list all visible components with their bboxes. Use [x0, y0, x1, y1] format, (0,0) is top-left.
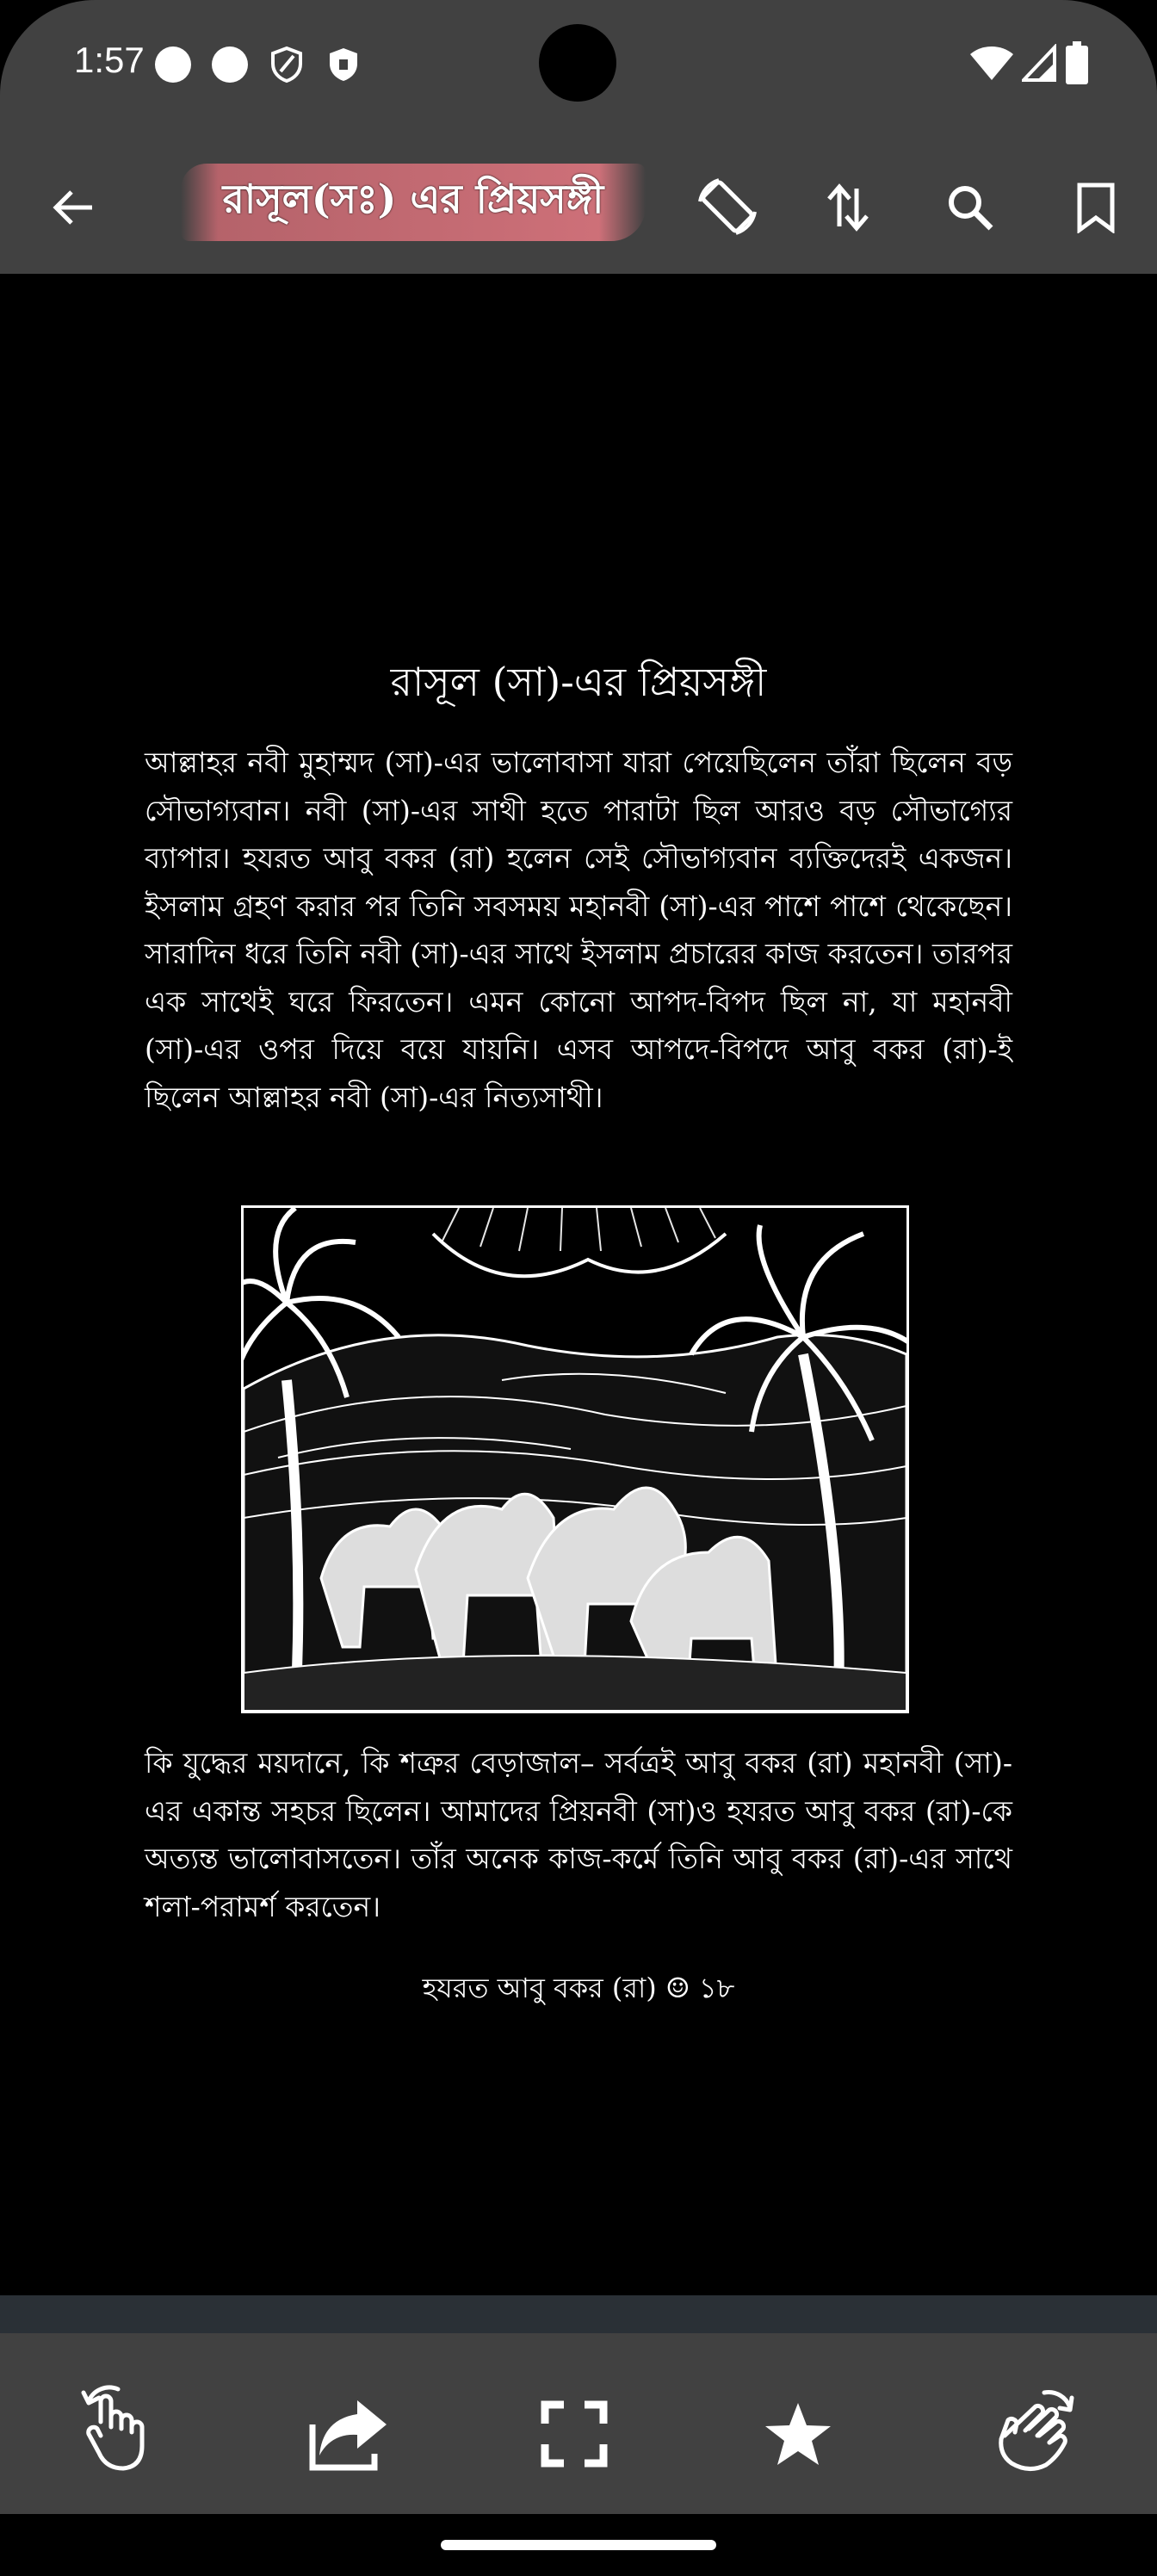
status-bar [0, 0, 1157, 131]
bookmark-icon[interactable] [1057, 169, 1135, 246]
fullscreen-icon[interactable] [527, 2387, 622, 2481]
shield-filled-icon [322, 43, 365, 86]
notification-dot-icon [212, 46, 248, 83]
battery-icon [1064, 40, 1090, 86]
status-time: 1:57 [74, 40, 145, 80]
back-arrow-icon[interactable] [34, 169, 112, 246]
swipe-forward-hand-icon[interactable] [981, 2378, 1085, 2481]
camera-cutout [539, 24, 616, 102]
illustration-caravan [241, 1205, 909, 1713]
shield-icon [265, 43, 308, 86]
star-icon[interactable] [751, 2387, 845, 2481]
app-title: রাসূল(সঃ) এর প্রিয়সঙ্গী [181, 164, 646, 241]
gesture-nav-handle[interactable] [441, 2540, 716, 2550]
share-icon[interactable] [301, 2387, 396, 2481]
toolbar-divider [0, 2295, 1157, 2333]
paragraph-2: কি যুদ্ধের ময়দানে, কি শত্রুর বেড়াজাল– সর্বত্রই আবু বকর (রা) মহানবী (সা)-এর একান্ত সহচর ছিলেন। আমাদের প্রিয়নবী (সা)ও হযরত আবু বকর (রা)-কে অত্যন্ত ভালোবাসতেন। তাঁর অনেক কাজ-কর্মে তিনি আবু বকর (রা)-এর সাথে শলা-পরামর্শ করতেন। [145, 1746, 1012, 1923]
rotate-screen-icon[interactable] [684, 164, 770, 250]
page-footer: হযরত আবু বকর (রা) ☺ ১৮ [422, 1972, 735, 2004]
sort-arrows-icon[interactable] [809, 169, 887, 246]
swipe-back-hand-icon[interactable] [69, 2378, 172, 2481]
search-icon[interactable] [931, 169, 1009, 246]
chapter-title: রাসূল (সা)-এর প্রিয়সঙ্গী [390, 659, 767, 705]
cell-signal-icon [1019, 41, 1059, 84]
notification-dot-icon [155, 46, 191, 83]
wifi-icon [968, 41, 1016, 84]
paragraph-1: আল্লাহর নবী মুহাম্মদ (সা)-এর ভালোবাসা যারা পেয়েছিলেন তাঁরা ছিলেন বড় সৌভাগ্যবান। নবী (সা)-এর সাথী হতে পারাটা ছিল আরও বড় সৌভাগ্যের ব্যাপার। হযরত আবু বকর (রা) হলেন সেই সৌভাগ্যবান ব্যক্তিদেরই একজন। ইসলাম গ্রহণ করার পর তিনি সবসময় মহানবী (সা)-এর পাশে পাশে থেকেছেন। সারাদিন ধরে তিনি নবী (সা)-এর সাথে ইসলাম প্রচারের কাজ করতেন। তারপর এক সাথেই ঘরে ফিরতেন। এমন কোনো আপদ-বিপদ ছিল না, যা মহানবী (সা)-এর ওপর দিয়ে বয়ে যায়নি। এসব আপদে-বিপদে আবু বকর (রা)-ই ছিলেন আল্লাহর নবী (সা)-এর নিত্যসাথী। [145, 746, 1012, 1114]
